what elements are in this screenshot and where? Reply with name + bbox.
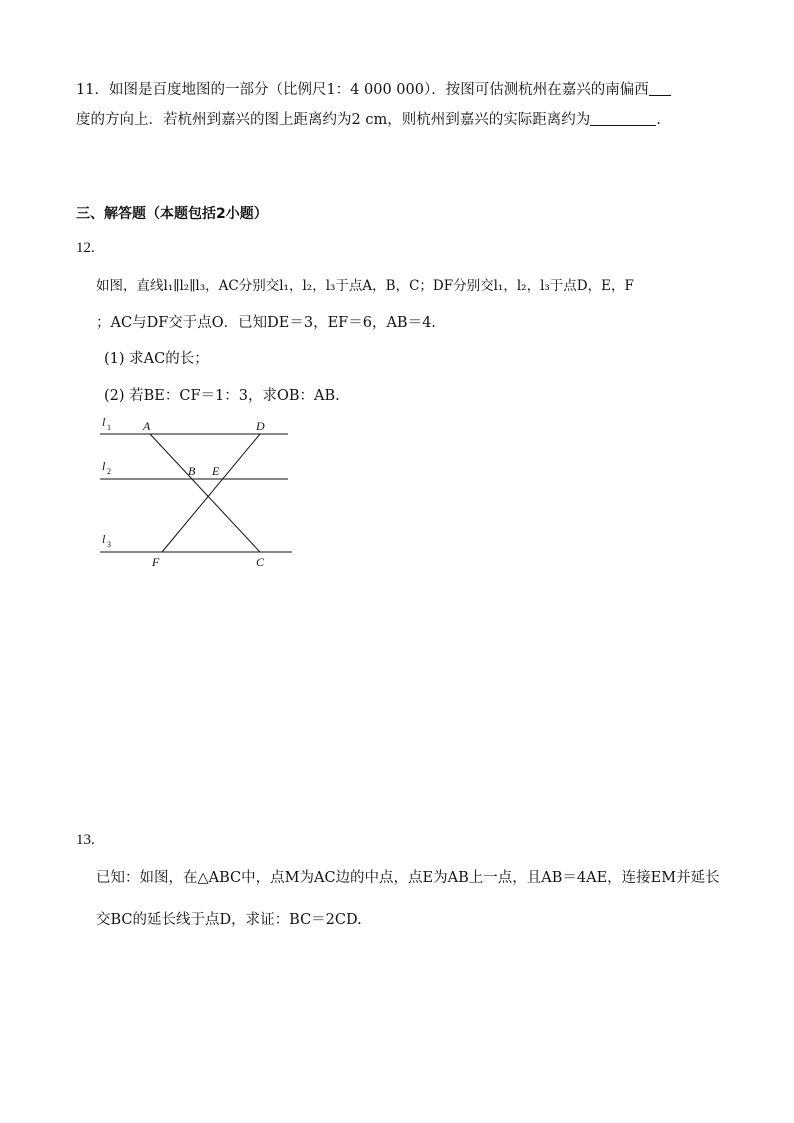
- point-F: F: [152, 555, 160, 569]
- q11-blank-distance[interactable]: [590, 111, 656, 126]
- q12-part1: (1) 求AC的长；: [104, 351, 209, 367]
- section-3-title: 三、解答题（本题包括2小题）: [76, 206, 268, 222]
- label-l3-sub: 3: [107, 540, 111, 549]
- q11-text-end: .: [656, 112, 661, 128]
- label-l1: l: [102, 415, 106, 429]
- label-l3: l: [102, 532, 106, 546]
- label-l2-sub: 2: [107, 467, 111, 476]
- q11-line2: [76, 108, 661, 129]
- q11-text-2: 度的方向上．若杭州到嘉兴的图上距离约为2 cm，则杭州到嘉兴的实际距离约为: [76, 112, 591, 128]
- point-C: C: [256, 555, 265, 569]
- point-B: B: [188, 464, 196, 478]
- q12-figure: [96, 412, 296, 572]
- q11-blank-angle[interactable]: [649, 81, 671, 96]
- point-A: A: [143, 419, 151, 433]
- q12-line1: 如图，直线l₁∥l₂∥l₃，AC分别交l₁，l₂，l₃于点A，B，C；DF分别交l₁，l₂，l₃于点D，E，F: [96, 278, 634, 294]
- q13-line2: 交BC的延长线于点D，求证：BC＝2CD.: [96, 912, 362, 928]
- q13-number: 13.: [76, 832, 95, 848]
- label-l1-sub: 1: [107, 423, 111, 432]
- q11-line1: [76, 78, 671, 99]
- point-E: E: [212, 464, 220, 478]
- q12-part2: (2) 若BE：CF＝1：3，求OB：AB.: [104, 388, 340, 404]
- q13-line1: 已知：如图，在△ABC中，点M为AC边的中点，点E为AB上一点，且AB＝4AE，连接EM并延长: [96, 870, 720, 886]
- q12-line2: ；AC与DF交于点O．已知DE＝3，EF＝6，AB＝4.: [96, 315, 436, 331]
- segment-DF: [162, 434, 260, 552]
- q11-text-1: 11．如图是百度地图的一部分（比例尺1：4 000 000）．按图可估测杭州在嘉兴的南偏西: [76, 82, 649, 98]
- segment-AC: [150, 434, 260, 552]
- point-D: D: [256, 419, 265, 433]
- label-l2: l: [102, 459, 106, 473]
- q12-number: 12.: [76, 240, 95, 256]
